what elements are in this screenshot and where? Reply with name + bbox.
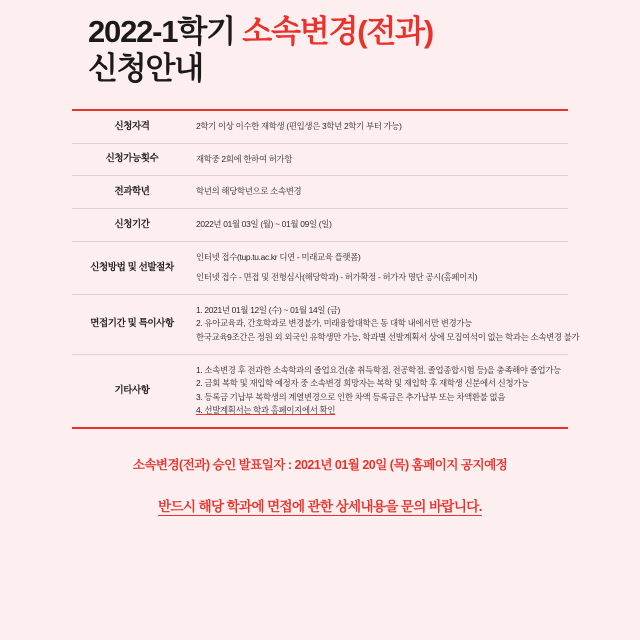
row-value (192, 143, 568, 176)
value-line: 재학중 2회에 한하여 허가함 (196, 153, 293, 164)
value-line: 2학기 이상 이수한 재학생 (편입생은 3학년 2학기 부터 가능) (196, 121, 402, 132)
table-row (72, 176, 568, 209)
table-row (72, 354, 568, 427)
row-value (192, 208, 568, 241)
row-label: 면접기간 및 특이사항 (72, 294, 192, 354)
row-value (192, 241, 568, 294)
title-accent: 소속변경(전과) (242, 14, 433, 49)
row-label: 신청가능횟수 (72, 143, 192, 176)
title-term: 2022-1학기 (88, 14, 243, 49)
value-line: 인터넷 접수(tup.tu.ac.kr 디연 - 미래교육 플랫폼) (196, 251, 361, 262)
info-table (72, 109, 580, 429)
value-line: 3. 등록금 기납부 복학생의 계열변경으로 인한 차액 등록금은 추가납부 또는 차액환불 없음 (196, 391, 506, 402)
row-label: 기타사항 (114, 384, 150, 396)
table-row (72, 294, 568, 354)
value-line: 1. 2021년 01월 12일 (수) ~ 01월 14일 (금) (196, 304, 340, 315)
value-line-highlighted: 4. 선발계획서는 학과 홈페이지에서 확인 (196, 405, 336, 416)
title-line-2: 신청안내 (88, 50, 203, 86)
page-title (0, 0, 640, 87)
table-row (72, 208, 568, 241)
row-value (192, 176, 568, 209)
table-row (72, 241, 568, 294)
table-row (72, 143, 568, 176)
value-line: 2022년 01월 03일 (월) ~ 01월 09일 (일) (196, 218, 332, 229)
row-value (192, 111, 568, 143)
row-label: 신청방법 및 선발절차 (72, 241, 192, 294)
table-row (72, 111, 568, 143)
value-line: 2. 금회 복학 및 재입학 예정자 중 소속변경 희망자는 복학 및 재입학 후 재학생 신분에서 신청가능 (196, 378, 529, 389)
row-label: 전과학년 (72, 176, 192, 209)
value-line: 2. 유아교육과, 간호학과로 변경불가, 미래융합대학은 동 대학 내에서만 변경가능 (196, 318, 472, 329)
row-label: 신청자격 (72, 111, 192, 143)
value-line: 1. 소속변경 후 전과한 소속학과의 졸업요건(총 취득학점, 전공학점, 졸업종합시험 등)을 충족해야 졸업가능 (196, 364, 561, 375)
contact-department-notice: 반드시 해당 학과에 면접에 관한 상세내용을 문의 바랍니다. (158, 499, 482, 515)
value-line: 한국교육9조간은 정원 외 외국인 유학생만 가능, 학과별 선발계획서 상에 모집여석이 없는 학과는 소속변경 불가 (196, 332, 580, 343)
row-label: 신청기간 (72, 208, 192, 241)
announcement-date-notice: 소속변경(전과) 승인 발표일자 : 2021년 01월 20일 (목) 홈페이지 공지예정 (132, 458, 508, 473)
row-value (192, 294, 580, 354)
value-line: 인터넷 접수 - 면접 및 전형심사(해당학과) - 허가확정 - 허가자 명단 공시(홈페이지) (196, 272, 478, 283)
title-line-1 (88, 14, 640, 51)
value-line: 학년의 해당학년으로 소속변경 (196, 186, 302, 197)
row-value (192, 354, 568, 427)
footer-notices (0, 455, 640, 515)
